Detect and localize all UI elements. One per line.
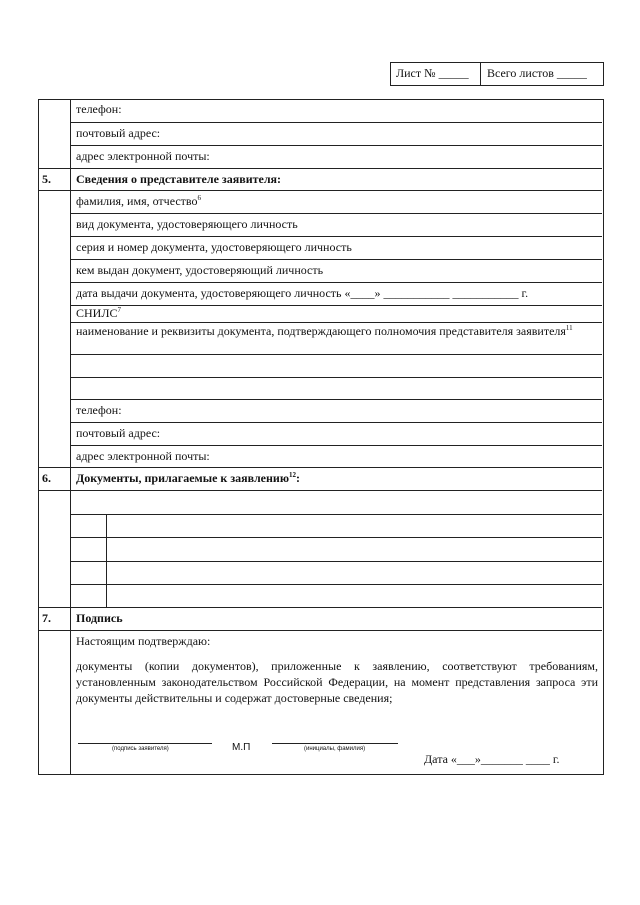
row-line bbox=[70, 377, 602, 378]
section-7-number: 7. bbox=[42, 611, 51, 625]
footnote-6: 6 bbox=[197, 194, 201, 202]
representative-phone-label: телефон: bbox=[76, 403, 122, 417]
representative-postal-label: почтовый адрес: bbox=[76, 426, 161, 440]
signature-date: Дата «___»_______ ____ г. bbox=[424, 752, 560, 766]
row-line bbox=[70, 145, 602, 146]
row-line bbox=[70, 282, 602, 283]
row-line bbox=[70, 514, 602, 515]
footnote-12: 12 bbox=[289, 471, 297, 479]
row-line bbox=[70, 561, 602, 562]
row-line bbox=[70, 445, 602, 446]
seal-label: М.П bbox=[232, 742, 251, 753]
signature-caption: (подпись заявителя) bbox=[112, 746, 169, 752]
row-line bbox=[38, 467, 602, 468]
sheet-header-divider bbox=[480, 62, 481, 86]
applicant-email-label: адрес электронной почты: bbox=[76, 149, 210, 163]
signature-line bbox=[78, 743, 212, 744]
column-divider bbox=[70, 99, 71, 775]
row-line bbox=[70, 259, 602, 260]
initials-caption: (инициалы, фамилия) bbox=[304, 746, 366, 752]
section-5-title: Сведения о представителе заявителя: bbox=[76, 172, 282, 186]
total-sheets-label: Всего листов _____ bbox=[487, 66, 587, 80]
row-line bbox=[38, 168, 602, 169]
row-line bbox=[70, 537, 602, 538]
footnote-7: 7 bbox=[117, 306, 121, 314]
applicant-postal-label: почтовый адрес: bbox=[76, 126, 161, 140]
initials-line bbox=[272, 743, 398, 744]
row-line bbox=[70, 422, 602, 423]
row-line bbox=[70, 354, 602, 355]
id-document-issuer-label: кем выдан документ, удостоверяющий личность bbox=[76, 263, 324, 277]
id-document-type-label: вид документа, удостоверяющего личность bbox=[76, 217, 298, 231]
row-line bbox=[70, 305, 602, 306]
id-document-issue-date-label: дата выдачи документа, удостоверяющего личность «____» ___________ ___________ г. bbox=[76, 286, 529, 300]
section-6-number: 6. bbox=[42, 471, 51, 485]
section-5-number: 5. bbox=[42, 172, 51, 186]
row-line bbox=[38, 490, 602, 491]
row-line bbox=[70, 399, 602, 400]
footnote-11: 11 bbox=[565, 324, 573, 332]
documents-inner-column bbox=[106, 514, 107, 607]
row-line bbox=[70, 213, 602, 214]
confirmation-heading: Настоящим подтверждаю: bbox=[76, 634, 211, 648]
row-line bbox=[38, 630, 602, 631]
section-7-title: Подпись bbox=[76, 611, 123, 625]
representative-email-label: адрес электронной почты: bbox=[76, 449, 210, 463]
row-line bbox=[38, 190, 602, 191]
id-document-series-label: серия и номер документа, удостоверяющего личность bbox=[76, 240, 352, 254]
row-line bbox=[70, 122, 602, 123]
sheet-number-label: Лист № _____ bbox=[396, 66, 469, 80]
snils-label: СНИЛС$^7$ bbox=[76, 306, 121, 320]
representative-full-name-label: фамилия, имя, отчество$^6$ bbox=[76, 194, 201, 208]
row-line bbox=[38, 607, 602, 608]
applicant-phone-label: телефон: bbox=[76, 102, 122, 116]
authority-document-label: наименование и реквизиты документа, подтверждающего полномочия представителя заявителя$^{11}$ bbox=[76, 324, 573, 338]
row-line bbox=[70, 236, 602, 237]
section-6-title: Документы, прилагаемые к заявлению$^{12}$: bbox=[76, 471, 301, 485]
row-line bbox=[70, 584, 602, 585]
confirmation-statement: документы (копии документов), приложенные к заявлению, соответствуют требованиям, установленным законодательством Российской Федерации, на момент представления запроса эти документы действительны и содержат достоверные сведения; bbox=[76, 659, 598, 705]
